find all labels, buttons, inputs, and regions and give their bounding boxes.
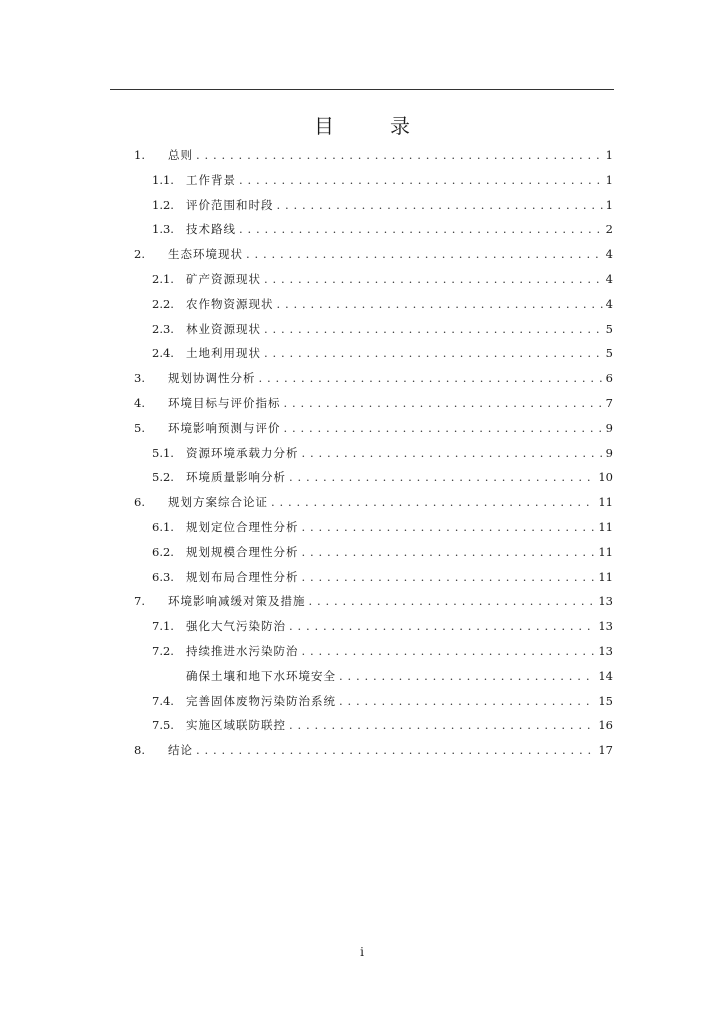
toc-entry-number: 1.3. [152,222,174,237]
toc-entry-label: 确保土壤和地下水环境安全 [186,668,336,683]
toc-entry-label: 持续推进水污染防治 [186,644,299,658]
dot-leader [284,391,603,415]
toc-entry[interactable] [152,193,613,217]
toc-entry-label: 结论 [168,743,193,758]
dot-leader [289,713,595,737]
toc-entry-label: 资源环境承载力分析 [186,445,299,460]
dot-leader [339,664,595,688]
toc-entry-number: 5. [134,420,145,435]
toc-entry-page: 5 [605,321,613,336]
dot-leader [264,341,603,365]
dot-leader [339,689,595,713]
toc-entry-label: 环境影响减缓对策及措施 [168,594,306,609]
toc-entry-page: 4 [605,272,613,286]
page-title: 目 录 [314,114,428,138]
toc-entry-page: 1 [605,148,613,162]
toc-entry-label: 生态环境现状 [168,247,243,262]
toc-entry[interactable] [152,317,613,341]
toc-entry-page: 16 [598,718,613,733]
dot-leader [239,168,603,192]
toc-entry-number: 6.2. [152,544,174,559]
toc-entry-label: 环境质量影响分析 [186,470,286,485]
toc-entry-number: 8. [134,743,145,758]
toc-entry-page: 14 [598,668,613,683]
toc-entry-page: 2 [605,222,613,237]
toc-entry-number: 1.1. [152,172,174,187]
toc-entry-label: 工作背景 [186,172,236,187]
toc-entry-number: 7.4. [152,693,174,708]
toc-entry-page: 11 [598,495,613,510]
toc-entry-number: 2.4. [152,346,174,361]
toc-entry-label: 评价范围和时段 [186,197,274,212]
toc-entry-page: 11 [598,569,613,584]
toc-entry-number: 3. [134,371,145,386]
toc-entry[interactable] [152,565,613,589]
toc-entry-page: 11 [598,544,613,559]
toc-entry[interactable] [152,441,613,465]
toc-entry[interactable] [152,341,613,365]
toc-entry-page: 11 [598,520,613,534]
toc-entry-label: 实施区域联防联控 [186,718,286,733]
toc-entry-page: 7 [605,396,613,410]
toc-entry-page: 9 [605,420,613,435]
toc-entry-page: 13 [598,594,613,609]
toc-entry-page: 6 [605,371,613,386]
toc-entry-number: 6. [134,495,145,510]
dot-leader [196,143,603,167]
dot-leader [196,738,595,762]
toc-entry-number: 7.5. [152,718,174,733]
toc-entry-label: 规划方案综合论证 [168,495,268,510]
toc-entry-page: 13 [598,619,613,634]
toc-entry[interactable] [134,490,613,514]
toc-entry-number: 5.1. [152,445,174,460]
dot-leader [302,441,603,465]
toc-entry-label: 环境目标与评价指标 [168,396,281,410]
toc-entry-number: 4. [134,396,145,410]
toc-entry-label: 林业资源现状 [186,321,261,336]
toc-entry-label: 规划布局合理性分析 [186,569,299,584]
toc-entry-number: 6.1. [152,520,174,534]
toc-entry[interactable] [152,614,613,638]
toc-entry[interactable] [152,639,613,663]
toc-entry[interactable] [152,713,613,737]
toc-entry-number: 1. [134,148,145,162]
toc-entry-number: 7.2. [152,644,174,658]
toc-entry-page: 17 [598,743,613,758]
toc-entry-label: 环境影响预测与评价 [168,420,281,435]
dot-leader [264,267,603,291]
toc-entry-label: 强化大气污染防治 [186,619,286,634]
toc-entry[interactable] [152,168,613,192]
toc-entry-number: 2.3. [152,321,174,336]
toc-entry-label: 土地利用现状 [186,346,261,361]
dot-leader [309,589,596,613]
toc-entry-page: 5 [605,346,613,361]
toc-entry-label: 规划协调性分析 [168,371,256,386]
toc-entry-label: 农作物资源现状 [186,296,274,311]
toc-entry[interactable] [134,738,613,762]
toc-entry-number: 6.3. [152,569,174,584]
dot-leader [264,317,603,341]
toc-entry-label: 规划规模合理性分析 [186,544,299,559]
toc-entry-page: 15 [598,693,613,708]
toc-entry-label: 总则 [168,148,193,162]
dot-leader [284,416,603,440]
toc-entry[interactable] [152,689,613,713]
toc-entry-page: 9 [605,445,613,460]
dot-leader [246,242,603,266]
toc-entry[interactable] [152,267,613,291]
toc-entry-page: 13 [598,644,613,658]
toc-entry[interactable] [134,416,613,440]
dot-leader [302,540,596,564]
dot-leader [277,193,603,217]
page-number: i [360,945,364,959]
toc-entry[interactable] [152,540,613,564]
toc-entry-number: 5.2. [152,470,174,485]
header-rule [110,89,614,90]
toc-entry[interactable] [152,664,613,688]
toc-entry-page: 10 [598,470,613,485]
toc-entry-number: 2. [134,247,145,262]
toc-entry-number: 2.2. [152,296,174,311]
dot-leader [271,490,595,514]
toc-entry[interactable] [134,242,613,266]
toc-entry-page: 4 [605,247,613,262]
dot-leader [239,217,603,241]
dot-leader [302,639,596,663]
toc-entry[interactable] [134,143,613,167]
dot-leader [289,465,595,489]
toc-entry[interactable] [152,515,613,539]
toc-entry-number: 7.1. [152,619,174,634]
toc-entry-label: 完善固体废物污染防治系统 [186,693,336,708]
toc-entry-number: 7. [134,594,145,609]
toc-entry[interactable] [134,589,613,613]
toc-entry-page: 1 [605,172,613,187]
dot-leader [259,366,603,390]
dot-leader [289,614,595,638]
toc-entry-page: 1 [605,197,613,212]
toc-entry-label: 矿产资源现状 [186,272,261,286]
toc-entry-number: 1.2. [152,197,174,212]
dot-leader [277,292,603,316]
dot-leader [302,515,596,539]
toc-entry[interactable] [152,465,613,489]
toc-entry[interactable] [134,366,613,390]
toc-entry[interactable] [152,292,613,316]
toc-entry-label: 技术路线 [186,222,236,237]
toc-entry-page: 4 [605,296,613,311]
dot-leader [302,565,596,589]
toc-entry-label: 规划定位合理性分析 [186,520,299,534]
toc-entry[interactable] [134,391,613,415]
toc-entry-number: 2.1. [152,272,174,286]
toc-entry[interactable] [152,217,613,241]
